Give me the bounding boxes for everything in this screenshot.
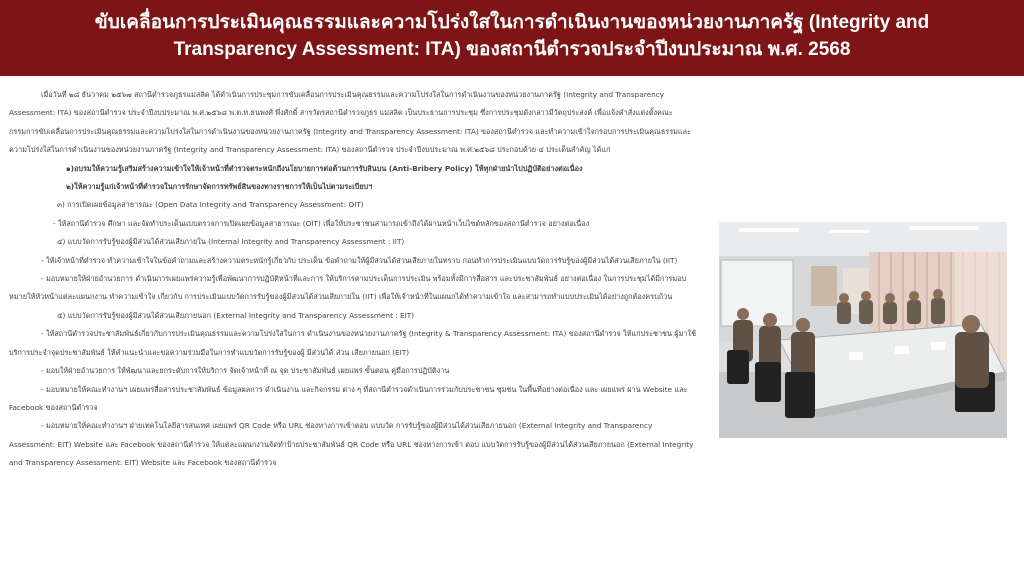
meeting-photo (719, 222, 1007, 438)
point-4-detail-a: - ให้เจ้าหน้าที่ตำรวจ ทำความเข้าใจในข้อคำถามและสร้างความตระหนักรู้เกี่ยวกับ ประเด็น ข้อคำถามให้ผู้มีส่วนได้ส่วนเสียภายในทราบ ก่อนทำการประเมินแบบวัดการรับรู้ของผู้มีส่วนได้ส่วนเสียภายใน (IIT) (41, 255, 678, 265)
point-5-detail-c: - มอบหมายให้คณะทำงานฯ เผยแพร่สื่อสารประชาสัมพันธ์ ข้อมูลผลการ ดำเนินงาน และกิจกรรม ต่าง ๆ ที่สถานีตำรวจดำเนินการร่วมกับประชาชน ชุมชน ในพื้นที่อย่างต่อเนื่อง และ เผยแพร่ ผ่าน Website และ Facebook ของสถานีตำรวจ (9, 384, 688, 412)
point-5-detail-b: - มอบให้ฝ่ายอำนวยการ ให้พัฒนาและยกระดับการให้บริการ จัดเจ้าหน้าที่ ณ จุด ประชาสัมพันธ์ เผยแพร่ ขั้นตอน คู่มือการปฏิบัติงาน (41, 366, 450, 376)
title-banner (0, 0, 1024, 76)
point-1: ๑)อบรมให้ความรู้เสริมสร้างความเข้าใจให้เจ้าหน้าที่ตำรวจตระหนักถึงนโยบายการต่อต้านการรับสินบน (Anti-Bribery Policy) ให้ทุกฝ่ายนำไปปฏิบัติอย่างต่อเนื่อง (66, 163, 583, 173)
point-2: ๒)ให้ความรู้แก่เจ้าหน้าที่ตำรวจในการรักษาจัดการทรัพย์สินของทางราชการให้เป็นไปตามระเบียบฯ (66, 182, 373, 192)
page-title-line-1: ขับเคลื่อนการประเมินคุณธรรมและความโปร่งใสในการดำเนินงานของหน่วยงานภาครัฐ (Integrity and (94, 12, 930, 33)
point-5-detail-d: - มอบหมายให้คณะทำงานฯ ฝ่ายเทคโนโลยีสารสนเทศ เผยแพร่ QR Code หรือ URL ช่องทางการเข้าตอบ แบบวัด การรับรู้ของผู้มีส่วนได้ส่วนเสียภายนอก (External Integrity and Transparency Assessment: EIT) Website และ Facebook ของสถานีตำรวจ ให้แต่ละแผนกงานจัดทำป้ายประชาสัมพันธ์ QR Code หรือ URL ช่องทางการเข้า ตอบ แบบวัดการรับรู้ของผู้มีส่วนได้ส่วนเสียภายนอก (External Integrity and Transparency Assessment: EIT) Website และ Facebook ของสถานีตำรวจ (9, 421, 694, 468)
point-5-detail-a: - ให้สถานีตำรวจประชาสัมพันธ์เกี่ยวกับการประเมินคุณธรรมและความโปร่งใสในการ ดำเนินงานของหน่วยงานภาครัฐ (Integrity & Transparency Assessment: ITA) ของสถานีตำรวจ ให้แก่ประชาชน ผู้มาใช้บริการประจำจุดประชาสัมพันธ์ ให้คำแนะนำและขอความร่วมมือในการทำแบบวัดการรับรู้ของผู้ มีส่วนได้ ส่วน เสียภายนอก (EIT) (9, 329, 697, 357)
article-body (9, 86, 699, 473)
point-3-detail: - ให้สถานีตำรวจ ศึกษา และจัดทำประเด็นแบบตรวจการเปิดเผยข้อมูลสาธารณะ (OIT) เพื่อให้ประชาชนสามารถเข้าถึงได้ผ่านหน้าเว็บไซต์หลักของสถานีตำรวจ อย่างต่อเนื่อง (53, 218, 590, 228)
point-4-heading: ๔) แบบวัดการรับรู้ของผู้มีส่วนได้ส่วนเสียภายใน (Internal Integrity and Transparency Assessment : IIT) (57, 237, 405, 247)
page-title-line-2: Transparency Assessment: ITA) ของสถานีตำรวจประจำปีงบประมาณ พ.ศ. 2568 (173, 39, 851, 60)
point-4-detail-b: - มอบหมายให้ฝ่ายอำนวยการ ดำเนินการเผยแพร่ความรู้เพื่อพัฒนาการปฏิบัติหน้าที่และการ ให้บริการตามประเด็นการประเมิน พร้อมทั้งมีการสื่อสาร และประชาสัมพันธ์ อย่างต่อเนื่อง ในการประชุมได้มีการมอบหมายให้หัวหน้าแต่ละแผนกงาน ทำความเข้าใจ เกี่ยวกับ การประเมินแบบวัดการรับรู้ของผู้มีส่วนได้ส่วนเสียภายใน (IIT) เพื่อให้เจ้าหน้าที่ในแผนกได้ทำความเข้าใจ และสามารถทำแบบประเมินได้อย่างถูกต้องครบถ้วน (9, 274, 687, 302)
intro-paragraph: เมื่อวันที่ ๒๘ ธันวาคม ๒๕๖๗ สถานีตำรวจภูธรแม่สลิด ได้ดำเนินการประชุมการขับเคลื่อนการประเมินคุณธรรมและความโปร่งใสในการดำเนินงานของหน่วยงานภาครัฐ (Integrity and Transparency Assessment: ITA) ของสถานีตำรวจ ประจำปีงบประมาณ พ.ศ.๒๕๖๘ พ.ต.ท.ธนพงศ์ พึ่งศักดิ์ สารวัตรสถานีตำรวจภูธร แม่สลิด เป็นประธานการประชุม ซึ่งการประชุมดังกล่าวมีวัตถุประสงค์ เพื่อแจ้งคำสั่งแต่งตั้งคณะกรรมการขับเคลื่อนการประเมินคุณธรรมและความโปร่งใสในการดำเนินงานของหน่วยงานภาครัฐ (Integrity and Transparency Assessment: ITA) ของสถานีตำรวจ และทำความเข้าใจกรอบการประเมินคุณธรรมและความโปร่งใสในการดำเนินงานของหน่วยงานภาครัฐ (Integrity and Transparency Assessment: ITA) ของสถานีตำรวจ ประจำปีงบประมาณ พ.ศ.๒๕๖๘ ประกอบด้วย ๔ ประเด็นสำคัญ ได้แก่ (9, 90, 692, 155)
point-5-heading: ๕) แบบวัดการรับรู้ของผู้มีส่วนได้ส่วนเสียภายนอก (External Integrity and Transparency Assessment : EIT) (57, 310, 415, 320)
point-3-heading: ๓) การเปิดเผยข้อมูลสาธารณะ (Open Data Integrity and Transparency Assessment: OIT) (57, 200, 364, 210)
